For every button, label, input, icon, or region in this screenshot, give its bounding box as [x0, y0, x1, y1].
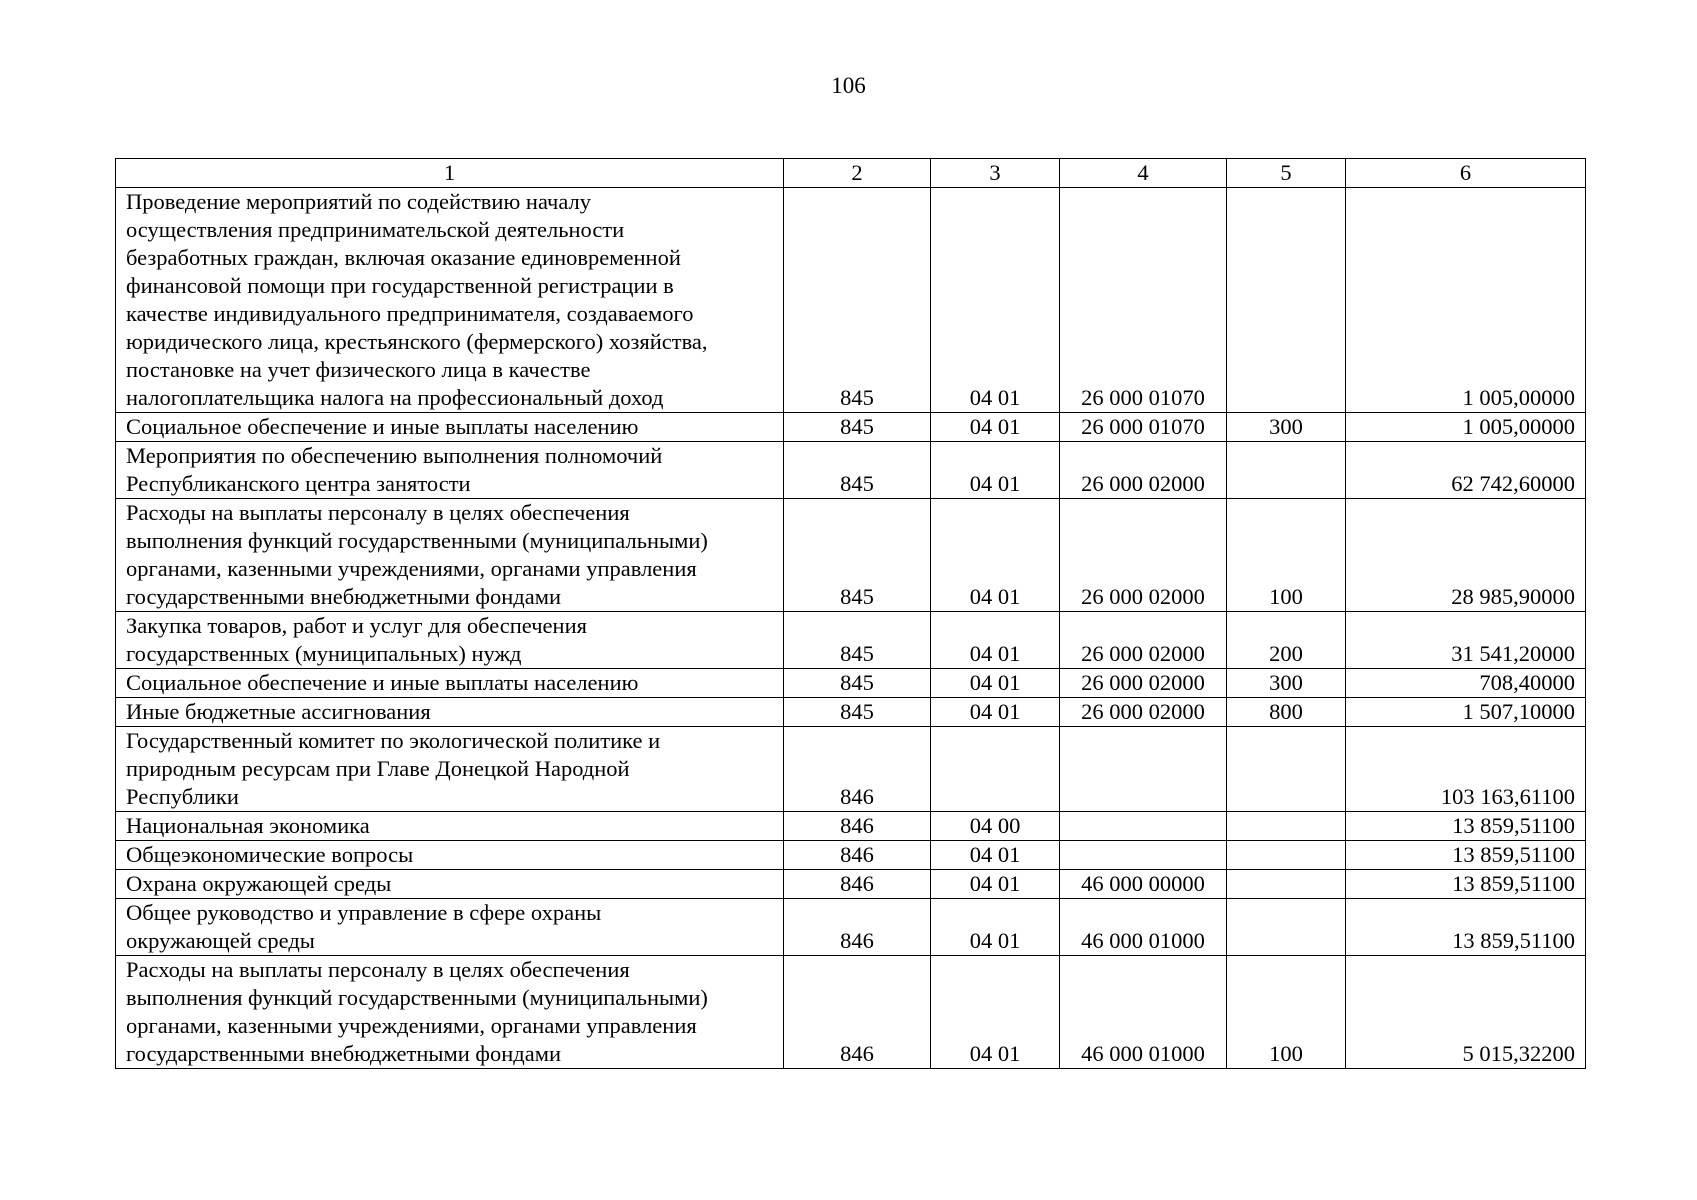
amount-cell: 1 507,10000: [1346, 698, 1586, 727]
ministry-code-cell: 845: [784, 188, 931, 413]
expense-type-cell: 800: [1227, 698, 1346, 727]
amount-cell: 13 859,51100: [1346, 841, 1586, 870]
column-header-1: 1: [116, 159, 784, 188]
table-row: [116, 870, 1586, 899]
ministry-code-cell: 846: [784, 841, 931, 870]
row-name-line: Охрана окружающей среды: [126, 871, 392, 896]
target-article-cell: 26 000 02000: [1060, 669, 1227, 698]
row-name-cell: [116, 870, 784, 899]
row-name-line: Национальная экономика: [126, 813, 370, 838]
table-row: [116, 669, 1586, 698]
ministry-code-cell: 846: [784, 870, 931, 899]
ministry-code-cell: 845: [784, 612, 931, 669]
section-code-cell: 04 01: [931, 442, 1060, 499]
row-name-cell: [116, 899, 784, 956]
expense-type-cell: [1227, 899, 1346, 956]
row-name-line: Общее руководство и управление в сфере охраны: [126, 900, 602, 925]
amount-cell: 1 005,00000: [1346, 188, 1586, 413]
amount-cell: 708,40000: [1346, 669, 1586, 698]
row-name-line: выполнения функций государственными (муниципальными): [126, 528, 708, 553]
row-name-line: Проведение мероприятий по содействию началу: [126, 189, 592, 214]
ministry-code-cell: 845: [784, 669, 931, 698]
row-name-line: постановке на учет физического лица в качестве: [126, 357, 591, 382]
amount-cell: 13 859,51100: [1346, 870, 1586, 899]
row-name-line: государственными внебюджетными фондами: [126, 584, 562, 609]
row-name-line: Государственный комитет по экологической политике и: [126, 728, 661, 753]
row-name-line: Социальное обеспечение и иные выплаты населению: [126, 670, 639, 695]
amount-cell: 13 859,51100: [1346, 899, 1586, 956]
row-name-line: Закупка товаров, работ и услуг для обеспечения: [126, 613, 587, 638]
expense-type-cell: 100: [1227, 499, 1346, 612]
table-row: [116, 841, 1586, 870]
row-name-cell: [116, 698, 784, 727]
row-name-line: Социальное обеспечение и иные выплаты населению: [126, 414, 639, 439]
row-name-line: юридического лица, крестьянского (фермерского) хозяйства,: [126, 329, 708, 354]
row-name-line: природным ресурсам при Главе Донецкой Народной: [126, 756, 630, 781]
row-name-line: органами, казенными учреждениями, органами управления: [126, 556, 697, 581]
row-name-line: Республиканского центра занятости: [126, 471, 471, 496]
row-name-cell: [116, 413, 784, 442]
table-row: [116, 442, 1586, 499]
expense-type-cell: [1227, 870, 1346, 899]
table-row: [116, 612, 1586, 669]
section-code-cell: 04 01: [931, 612, 1060, 669]
expense-type-cell: 200: [1227, 612, 1346, 669]
section-code-cell: 04 01: [931, 899, 1060, 956]
amount-cell: 13 859,51100: [1346, 812, 1586, 841]
row-name-cell: [116, 727, 784, 812]
ministry-code-cell: 845: [784, 442, 931, 499]
section-code-cell: 04 01: [931, 698, 1060, 727]
row-name-line: финансовой помощи при государственной регистрации в: [126, 273, 674, 298]
column-header-6: 6: [1346, 159, 1586, 188]
ministry-code-cell: 846: [784, 812, 931, 841]
row-name-line: Расходы на выплаты персоналу в целях обеспечения: [126, 500, 630, 525]
column-header-3: 3: [931, 159, 1060, 188]
table-row: [116, 413, 1586, 442]
table-row: [116, 188, 1586, 413]
expense-type-cell: 300: [1227, 413, 1346, 442]
row-name-line: органами, казенными учреждениями, органами управления: [126, 1013, 697, 1038]
row-name-line: Иные бюджетные ассигнования: [126, 699, 431, 724]
expense-type-cell: [1227, 812, 1346, 841]
row-name-cell: [116, 956, 784, 1069]
expense-type-cell: 300: [1227, 669, 1346, 698]
row-name-cell: [116, 669, 784, 698]
row-name-line: Общеэкономические вопросы: [126, 842, 414, 867]
row-name-cell: [116, 612, 784, 669]
table-row: [116, 812, 1586, 841]
section-code-cell: 04 01: [931, 841, 1060, 870]
ministry-code-cell: 845: [784, 413, 931, 442]
section-code-cell: 04 01: [931, 870, 1060, 899]
expense-type-cell: 100: [1227, 956, 1346, 1069]
expense-type-cell: [1227, 188, 1346, 413]
table-row: [116, 698, 1586, 727]
expense-type-cell: [1227, 727, 1346, 812]
budget-table-body: [116, 159, 1586, 1069]
ministry-code-cell: 845: [784, 698, 931, 727]
amount-cell: 28 985,90000: [1346, 499, 1586, 612]
section-code-cell: 04 01: [931, 669, 1060, 698]
column-header-4: 4: [1060, 159, 1227, 188]
row-name-line: Расходы на выплаты персоналу в целях обеспечения: [126, 957, 630, 982]
target-article-cell: 26 000 01070: [1060, 188, 1227, 413]
row-name-line: государственными внебюджетными фондами: [126, 1041, 562, 1066]
row-name-cell: [116, 499, 784, 612]
section-code-cell: 04 00: [931, 812, 1060, 841]
target-article-cell: [1060, 727, 1227, 812]
ministry-code-cell: 846: [784, 727, 931, 812]
table-row: [116, 956, 1586, 1069]
ministry-code-cell: 845: [784, 499, 931, 612]
amount-cell: 1 005,00000: [1346, 413, 1586, 442]
table-row: [116, 727, 1586, 812]
column-number-row: [116, 159, 1586, 188]
row-name-line: налогоплательщика налога на профессиональный доход: [126, 385, 664, 410]
row-name-line: качестве индивидуального предпринимателя, создаваемого: [126, 301, 694, 326]
target-article-cell: [1060, 841, 1227, 870]
row-name-cell: [116, 188, 784, 413]
target-article-cell: [1060, 812, 1227, 841]
row-name-line: государственных (муниципальных) нужд: [126, 641, 522, 666]
row-name-line: осуществления предпринимательской деятельности: [126, 217, 625, 242]
target-article-cell: 26 000 02000: [1060, 442, 1227, 499]
expense-type-cell: [1227, 841, 1346, 870]
amount-cell: 5 015,32200: [1346, 956, 1586, 1069]
target-article-cell: 46 000 01000: [1060, 899, 1227, 956]
row-name-line: Мероприятия по обеспечению выполнения полномочий: [126, 443, 663, 468]
table-row: [116, 899, 1586, 956]
row-name-cell: [116, 442, 784, 499]
table-row: [116, 499, 1586, 612]
amount-cell: 31 541,20000: [1346, 612, 1586, 669]
row-name-line: безработных граждан, включая оказание единовременной: [126, 245, 681, 270]
row-name-line: Республики: [126, 784, 239, 809]
ministry-code-cell: 846: [784, 956, 931, 1069]
amount-cell: 62 742,60000: [1346, 442, 1586, 499]
column-header-5: 5: [1227, 159, 1346, 188]
section-code-cell: [931, 727, 1060, 812]
expense-type-cell: [1227, 442, 1346, 499]
section-code-cell: 04 01: [931, 499, 1060, 612]
amount-cell: 103 163,61100: [1346, 727, 1586, 812]
section-code-cell: 04 01: [931, 413, 1060, 442]
budget-table: [115, 158, 1586, 1069]
column-header-2: 2: [784, 159, 931, 188]
row-name-line: окружающей среды: [126, 928, 315, 953]
target-article-cell: 46 000 01000: [1060, 956, 1227, 1069]
target-article-cell: 26 000 02000: [1060, 499, 1227, 612]
row-name-line: выполнения функций государственными (муниципальными): [126, 985, 708, 1010]
target-article-cell: 46 000 00000: [1060, 870, 1227, 899]
target-article-cell: 26 000 02000: [1060, 698, 1227, 727]
row-name-cell: [116, 812, 784, 841]
target-article-cell: 26 000 01070: [1060, 413, 1227, 442]
section-code-cell: 04 01: [931, 188, 1060, 413]
row-name-cell: [116, 841, 784, 870]
target-article-cell: 26 000 02000: [1060, 612, 1227, 669]
section-code-cell: 04 01: [931, 956, 1060, 1069]
ministry-code-cell: 846: [784, 899, 931, 956]
page-number: 106: [831, 73, 866, 98]
